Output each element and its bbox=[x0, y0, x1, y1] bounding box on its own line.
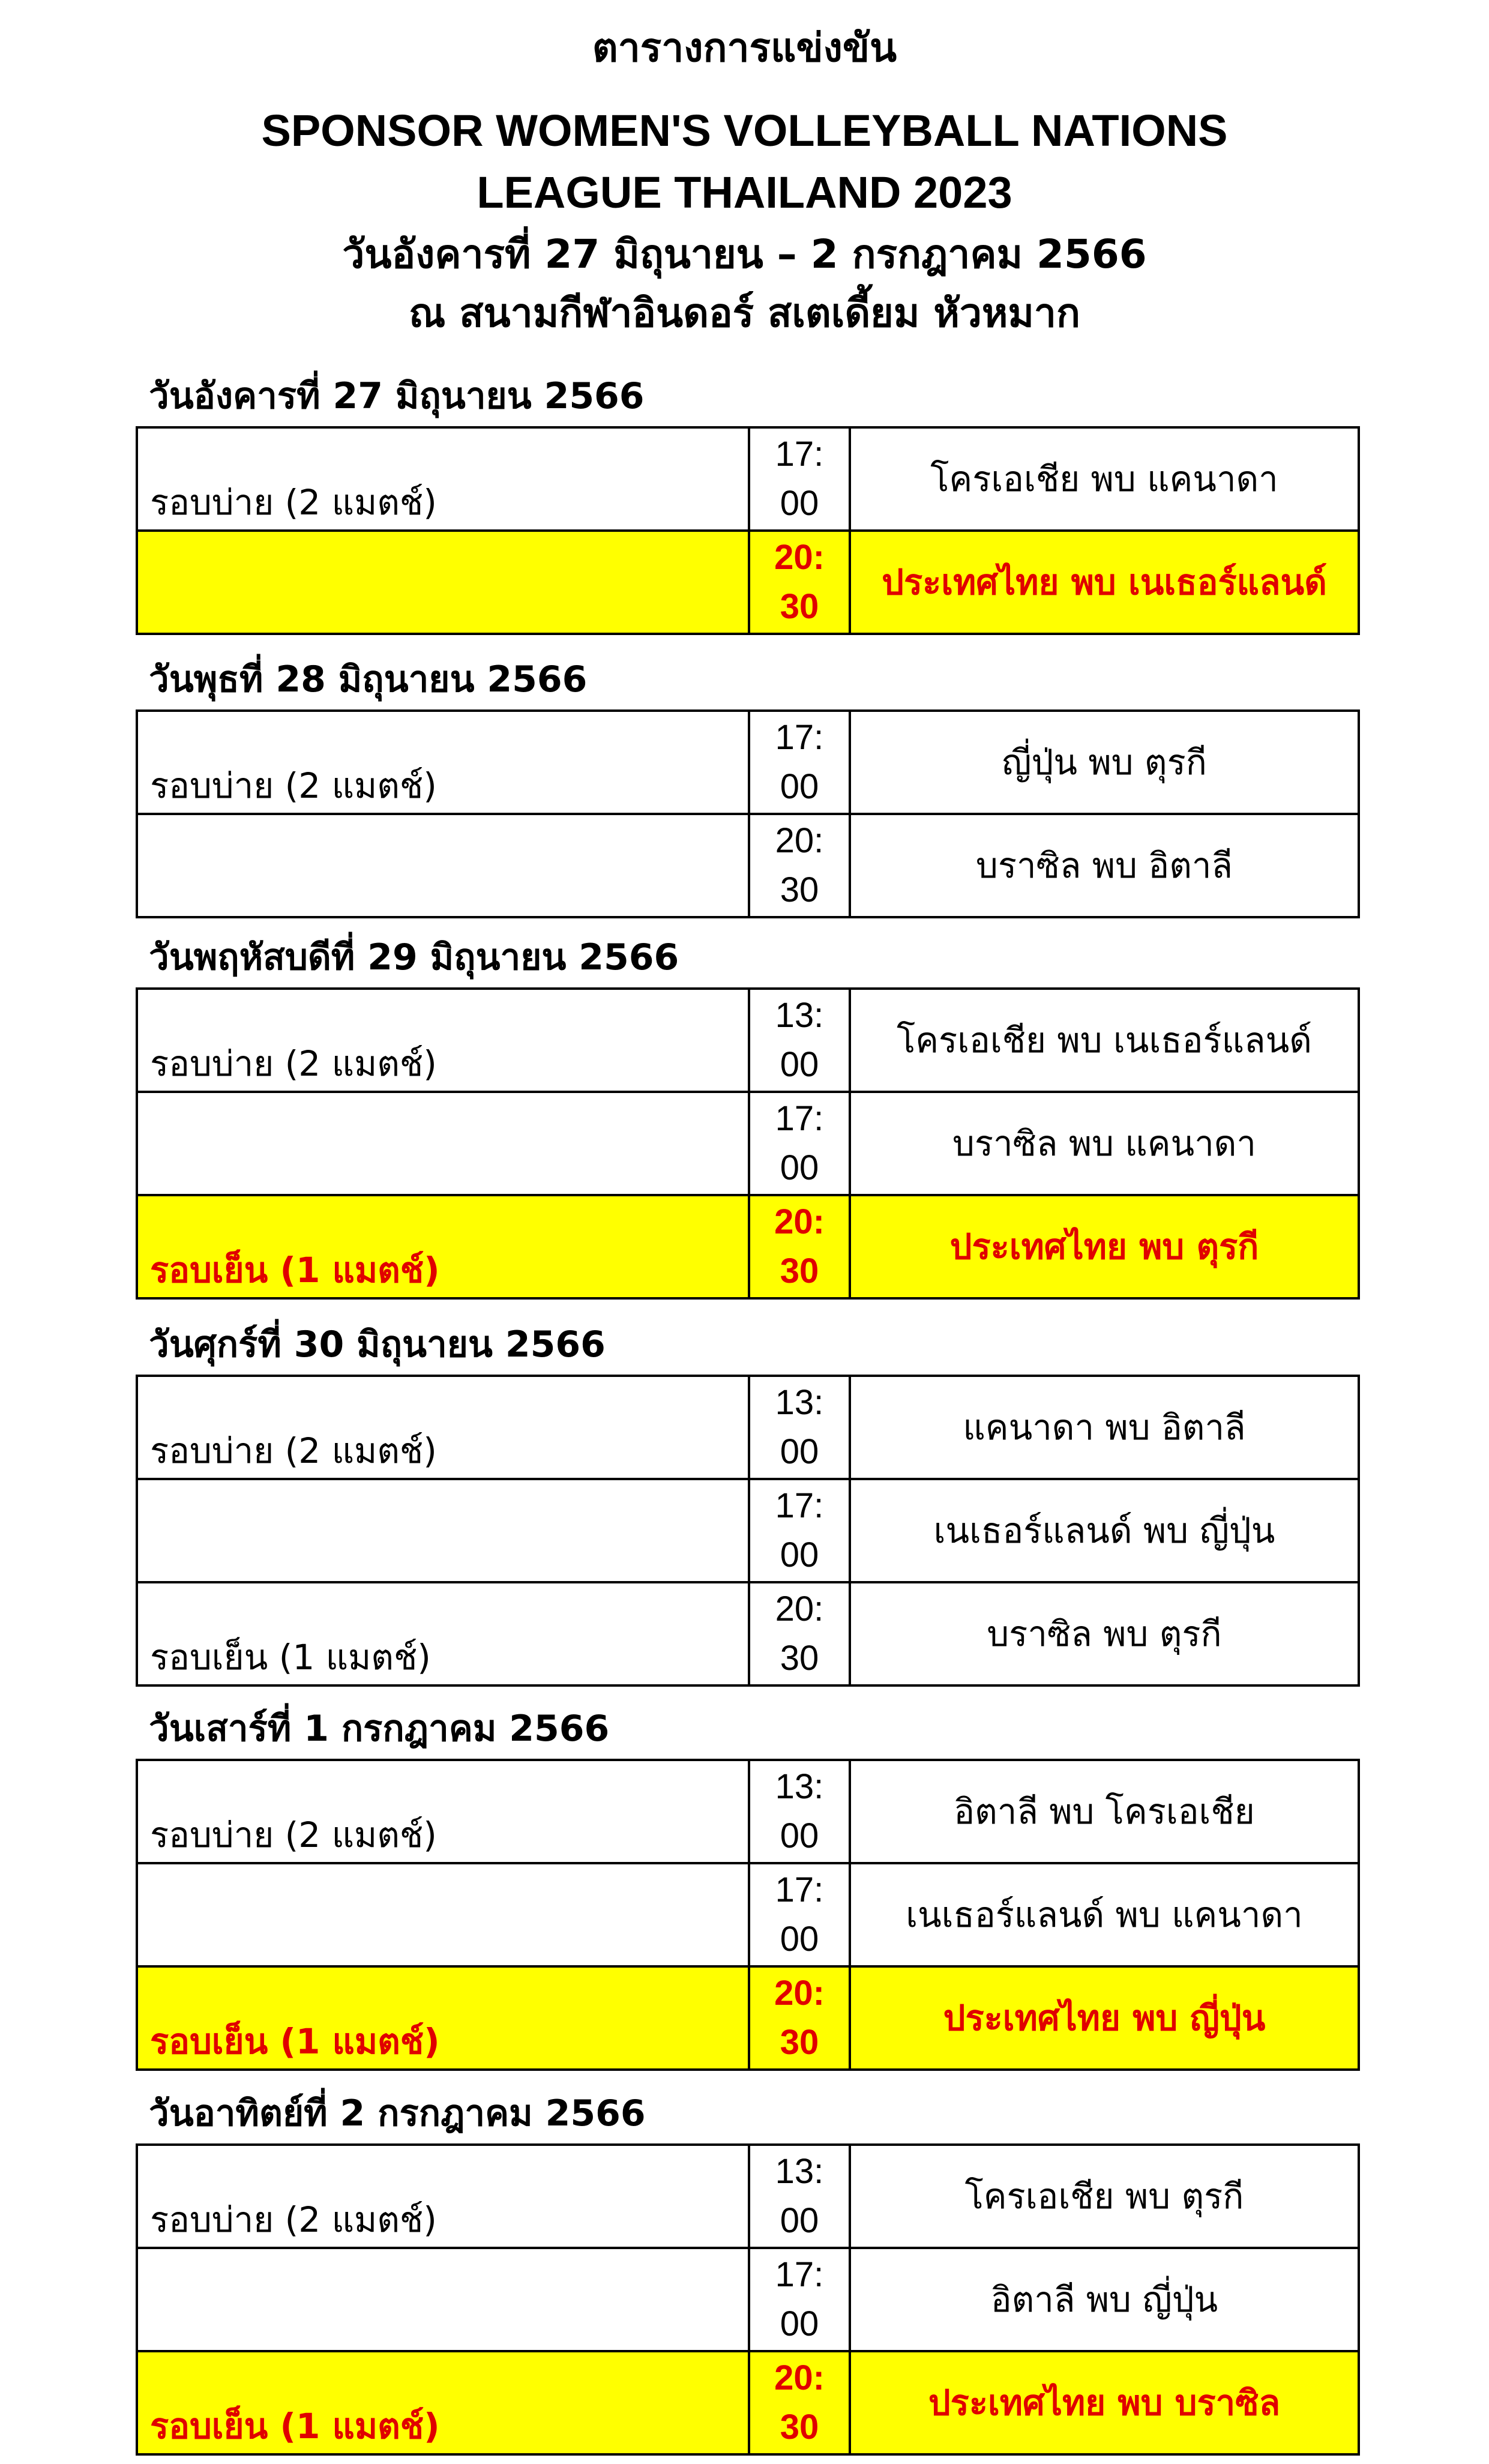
day-schedule-table bbox=[136, 426, 1360, 635]
match-teams: ประเทศไทย พบ บราซิล bbox=[928, 2382, 1281, 2423]
match-cell bbox=[851, 1480, 1360, 1581]
time-hour: 13: bbox=[775, 1383, 824, 1422]
day-heading: วันศุกร์ที่ 30 มิถุนายน 2566 bbox=[149, 1324, 606, 1366]
day-schedule-table bbox=[136, 2143, 1360, 2456]
time-cell bbox=[750, 1093, 851, 1194]
day-schedule-table bbox=[136, 1759, 1360, 2071]
match-row bbox=[136, 1583, 1360, 1687]
highlighted-match-row bbox=[136, 1968, 1360, 2071]
event-venue: ณ สนามกีฬาอินดอร์ สเตเดี้ยม หัวหมาก bbox=[409, 290, 1080, 336]
time-minute: 30 bbox=[780, 2023, 819, 2062]
time-minute: 00 bbox=[780, 1816, 819, 1855]
time-minute: 00 bbox=[780, 2304, 819, 2343]
time-hour: 13: bbox=[775, 1767, 824, 1806]
time-cell bbox=[750, 2352, 851, 2453]
time-hour: 13: bbox=[775, 996, 824, 1035]
match-cell bbox=[851, 1093, 1360, 1194]
time-minute: 00 bbox=[780, 767, 819, 806]
match-cell bbox=[851, 712, 1360, 813]
highlighted-match-row bbox=[136, 1196, 1360, 1300]
match-row bbox=[136, 1864, 1360, 1968]
match-cell bbox=[851, 1583, 1360, 1684]
session-label: รอบบ่าย (2 แมตช์) bbox=[150, 482, 437, 523]
day-schedule-table bbox=[136, 709, 1360, 918]
day-heading: วันอังคารที่ 27 มิถุนายน 2566 bbox=[149, 375, 645, 417]
session-label: รอบบ่าย (2 แมตช์) bbox=[150, 1430, 437, 1471]
match-teams: ประเทศไทย พบ ตุรกี bbox=[949, 1226, 1259, 1267]
match-cell bbox=[851, 2146, 1360, 2247]
match-cell bbox=[851, 2352, 1360, 2453]
time-hour: 13: bbox=[775, 2152, 824, 2191]
highlighted-match-row bbox=[136, 532, 1360, 635]
session-label: รอบเย็น (1 แมตช์) bbox=[150, 2021, 440, 2062]
match-row bbox=[136, 2249, 1360, 2352]
match-teams: โครเอเชีย พบ แคนาดา bbox=[930, 459, 1278, 499]
session-cell bbox=[136, 1093, 750, 1194]
day-heading: วันพุธที่ 28 มิถุนายน 2566 bbox=[149, 658, 588, 700]
match-cell bbox=[851, 815, 1360, 916]
match-cell bbox=[851, 990, 1360, 1091]
match-teams: ญี่ปุ่น พบ ตุรกี bbox=[1002, 742, 1207, 783]
day-heading: วันอาทิตย์ที่ 2 กรกฎาคม 2566 bbox=[149, 2092, 646, 2134]
match-teams: อิตาลี พบ โครเอเชีย bbox=[954, 1791, 1255, 1832]
schedule-title: ตารางการแข่งขัน bbox=[592, 25, 897, 71]
time-hour: 17: bbox=[775, 435, 824, 474]
match-teams: เนเธอร์แลนด์ พบ ญี่ปุ่น bbox=[933, 1510, 1275, 1551]
time-minute: 30 bbox=[780, 2408, 819, 2447]
session-cell bbox=[136, 1583, 750, 1684]
time-hour: 20: bbox=[775, 821, 824, 860]
match-row bbox=[136, 712, 1360, 815]
time-minute: 00 bbox=[780, 1432, 819, 1471]
time-hour: 17: bbox=[775, 1870, 824, 1909]
time-hour: 20: bbox=[774, 2358, 825, 2397]
time-minute: 30 bbox=[780, 587, 819, 626]
session-cell bbox=[136, 532, 750, 633]
session-label: รอบบ่าย (2 แมตช์) bbox=[150, 1815, 437, 1855]
event-date-range: วันอังคารที่ 27 มิถุนายน – 2 กรกฎาคม 2566 bbox=[342, 231, 1147, 277]
match-teams: บราซิล พบ อิตาลี bbox=[976, 845, 1233, 886]
time-minute: 00 bbox=[780, 1920, 819, 1959]
match-teams: บราซิล พบ ตุรกี bbox=[987, 1613, 1222, 1654]
time-cell bbox=[750, 1864, 851, 1965]
session-cell bbox=[136, 2352, 750, 2453]
time-minute: 00 bbox=[780, 1045, 819, 1084]
session-cell bbox=[136, 1480, 750, 1581]
time-hour: 17: bbox=[775, 1099, 824, 1138]
time-minute: 00 bbox=[780, 484, 819, 523]
match-row bbox=[136, 990, 1360, 1093]
time-hour: 20: bbox=[774, 1974, 825, 2013]
session-cell bbox=[136, 1377, 750, 1478]
day-schedule-table bbox=[136, 1375, 1360, 1687]
session-label: รอบบ่าย (2 แมตช์) bbox=[150, 1043, 437, 1084]
match-cell bbox=[851, 1196, 1360, 1297]
session-label: รอบเย็น (1 แมตช์) bbox=[150, 1250, 440, 1291]
session-label: รอบเย็น (1 แมตช์) bbox=[150, 2406, 440, 2447]
session-label: รอบเย็น (1 แมตช์) bbox=[150, 1637, 431, 1678]
session-cell bbox=[136, 990, 750, 1091]
match-cell bbox=[851, 429, 1360, 529]
match-row bbox=[136, 1093, 1360, 1196]
time-hour: 20: bbox=[774, 538, 825, 577]
session-cell bbox=[136, 429, 750, 529]
time-cell bbox=[750, 1583, 851, 1684]
time-cell bbox=[750, 712, 851, 813]
time-cell bbox=[750, 532, 851, 633]
session-cell bbox=[136, 1761, 750, 1862]
match-row bbox=[136, 2146, 1360, 2249]
time-minute: 00 bbox=[780, 1148, 819, 1187]
match-teams: ประเทศไทย พบ เนเธอร์แลนด์ bbox=[882, 562, 1327, 603]
match-cell bbox=[851, 1377, 1360, 1478]
time-cell bbox=[750, 1196, 851, 1297]
time-cell bbox=[750, 2146, 851, 2247]
time-minute: 30 bbox=[780, 1639, 819, 1678]
session-cell bbox=[136, 815, 750, 916]
time-minute: 30 bbox=[780, 870, 819, 909]
time-hour: 17: bbox=[775, 2255, 824, 2294]
match-cell bbox=[851, 1761, 1360, 1862]
event-name-line-2: LEAGUE THAILAND 2023 bbox=[477, 167, 1012, 217]
match-row bbox=[136, 815, 1360, 918]
time-cell bbox=[750, 815, 851, 916]
time-cell bbox=[750, 1968, 851, 2068]
match-row bbox=[136, 1480, 1360, 1583]
time-cell bbox=[750, 1377, 851, 1478]
session-cell bbox=[136, 2146, 750, 2247]
match-row bbox=[136, 1377, 1360, 1480]
session-cell bbox=[136, 1196, 750, 1297]
time-minute: 00 bbox=[780, 2201, 819, 2240]
day-heading: วันพฤหัสบดีที่ 29 มิถุนายน 2566 bbox=[149, 936, 679, 978]
time-cell bbox=[750, 429, 851, 529]
match-cell bbox=[851, 1864, 1360, 1965]
match-row bbox=[136, 1761, 1360, 1864]
session-cell bbox=[136, 2249, 750, 2350]
day-schedule-table bbox=[136, 987, 1360, 1300]
match-teams: โครเอเชีย พบ เนเธอร์แลนด์ bbox=[897, 1020, 1312, 1061]
match-teams: บราซิล พบ แคนาดา bbox=[952, 1123, 1256, 1164]
match-teams: อิตาลี พบ ญี่ปุ่น bbox=[990, 2279, 1218, 2320]
time-hour: 20: bbox=[774, 1202, 825, 1241]
match-row bbox=[136, 429, 1360, 532]
match-cell bbox=[851, 2249, 1360, 2350]
match-teams: แคนาดา พบ อิตาลี bbox=[963, 1407, 1246, 1448]
match-teams: เนเธอร์แลนด์ พบ แคนาดา bbox=[906, 1894, 1303, 1935]
session-label: รอบบ่าย (2 แมตช์) bbox=[150, 765, 437, 806]
day-heading: วันเสาร์ที่ 1 กรกฎาคม 2566 bbox=[149, 1708, 610, 1750]
time-cell bbox=[750, 990, 851, 1091]
time-hour: 17: bbox=[775, 718, 824, 757]
time-hour: 20: bbox=[775, 1589, 824, 1628]
session-cell bbox=[136, 712, 750, 813]
time-minute: 30 bbox=[780, 1252, 819, 1291]
session-cell bbox=[136, 1864, 750, 1965]
highlighted-match-row bbox=[136, 2352, 1360, 2456]
time-cell bbox=[750, 1480, 851, 1581]
match-teams: โครเอเชีย พบ ตุรกี bbox=[964, 2176, 1244, 2217]
event-name-line-1: SPONSOR WOMEN'S VOLLEYBALL NATIONS bbox=[261, 106, 1228, 155]
time-cell bbox=[750, 1761, 851, 1862]
session-cell bbox=[136, 1968, 750, 2068]
time-minute: 00 bbox=[780, 1535, 819, 1574]
match-cell bbox=[851, 532, 1360, 633]
match-teams: ประเทศไทย พบ ญี่ปุ่น bbox=[943, 1998, 1266, 2038]
time-hour: 17: bbox=[775, 1486, 824, 1525]
time-cell bbox=[750, 2249, 851, 2350]
match-cell bbox=[851, 1968, 1360, 2068]
session-label: รอบบ่าย (2 แมตช์) bbox=[150, 2199, 437, 2240]
